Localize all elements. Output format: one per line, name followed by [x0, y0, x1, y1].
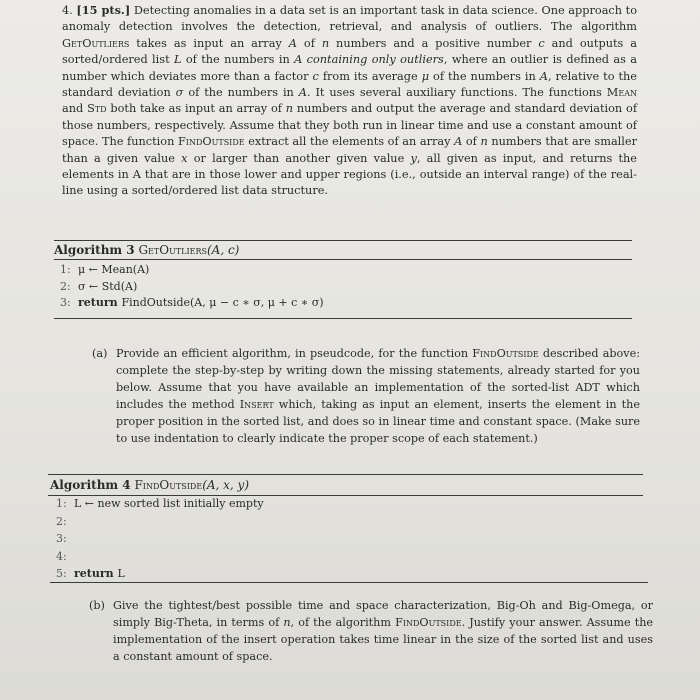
line-code: FindOutside(A, μ − c ∗ σ, μ + c ∗ σ)	[121, 296, 324, 309]
math-symbol: containing only outliers	[306, 53, 444, 67]
text-run: and outputs a sorted/ordered list	[62, 36, 637, 67]
text-run: numbers and output the average and standard deviation of those numbers, respectively. Assume that they both run in linear time and use a constant amount of space. The function	[62, 102, 637, 149]
text-run: numbers and a positive number	[329, 36, 539, 50]
line-number: 2:	[60, 279, 71, 293]
text-run: of	[296, 36, 322, 50]
math-symbol: σ	[175, 86, 184, 100]
algorithm4-name: FindOutside	[134, 478, 203, 492]
math-symbol: A	[539, 69, 548, 83]
line-number: 4:	[56, 549, 67, 563]
text-run: Provide an efficient algorithm, in pseudcode, for the function	[116, 347, 473, 360]
algorithm3-bottom-rule	[54, 318, 632, 319]
function-name: GetOutliers	[62, 36, 130, 50]
keyword: return	[74, 567, 118, 580]
algorithm3-label: Algorithm 3	[54, 243, 135, 257]
algorithm4-title	[50, 478, 249, 492]
math-symbol: n	[285, 102, 294, 116]
part-b-label: (b)	[89, 599, 105, 612]
math-symbol: A	[288, 36, 297, 50]
math-symbol: c	[538, 36, 545, 50]
text-run: of the numbers in	[183, 86, 299, 100]
algorithm-line	[60, 280, 137, 293]
algorithm4-args: (A, x, y)	[202, 478, 250, 492]
text-run: Give the tightest/best possible time and space characterization, Big-Oh and Big-Omega, or simply Big-Theta, in terms of	[113, 599, 653, 629]
algorithm-line	[56, 550, 74, 563]
function-name: Mean	[606, 86, 637, 100]
keyword: return	[78, 296, 122, 309]
text-run: , where an outlier is defined as a number which deviates more than a factor	[62, 53, 637, 83]
function-name: FindOutside	[395, 615, 462, 629]
math-symbol: y	[410, 151, 417, 165]
algorithm3-args: (A, c)	[206, 243, 240, 257]
math-symbol: c	[312, 69, 319, 83]
line-number: 3:	[56, 532, 67, 545]
algorithm-line	[60, 296, 324, 309]
part-b-text	[113, 599, 653, 663]
text-run: which, taking as input an element, inserts the element in the proper position in the sorted list, and does so in linear time and constant space. (Make sure to use indentation to clearly indicate the proper scope of each statement.)	[116, 397, 640, 445]
line-number: 3:	[60, 296, 71, 309]
algorithm-line	[56, 497, 264, 510]
math-symbol: μ	[421, 69, 430, 83]
math-symbol: n	[480, 135, 488, 149]
line-number: 1:	[56, 497, 67, 510]
function-name: FindOutside	[177, 135, 245, 149]
line-code: σ ← Std(A)	[78, 279, 138, 293]
problem-points: [15 pts.]	[76, 3, 131, 17]
function-name: FindOutside	[472, 347, 539, 360]
algorithm4-top-rule	[48, 474, 643, 475]
math-symbol: L	[174, 53, 182, 67]
text-run: both take as input an array of	[106, 102, 286, 116]
math-symbol: A	[294, 53, 303, 67]
text-run: . It uses several auxiliary functions. The functions	[306, 86, 607, 100]
part-a-text	[116, 347, 640, 445]
function-name: Std	[87, 102, 107, 116]
algorithm3-top-rule	[54, 240, 632, 241]
algorithm-line	[56, 515, 74, 528]
text-run: of the numbers in	[429, 69, 540, 83]
math-symbol: A	[298, 86, 307, 100]
math-symbol: n	[283, 615, 291, 629]
text-run: . Justify your answer. Assume the implementation of the insert operation takes time linear in the size of the sorted list and uses a constant amount of space.	[113, 615, 654, 663]
line-number: 2:	[56, 514, 67, 528]
text-run: or larger than another given value	[187, 151, 411, 165]
text-run: numbers that are smaller than a given value	[62, 135, 637, 165]
math-symbol: x	[181, 151, 188, 165]
algorithm4-label: Algorithm 4	[50, 478, 131, 492]
text-run: extract all the elements of an array	[244, 135, 455, 149]
line-code: L ← new sorted list initially empty	[74, 497, 264, 510]
math-symbol: A	[454, 135, 463, 149]
problem-4-statement	[62, 2, 637, 200]
text-run: and	[62, 102, 88, 116]
line-code: L	[117, 567, 125, 580]
text-run: , relative to the standard deviation	[62, 69, 637, 100]
text-run: , of the algorithm	[290, 615, 396, 629]
algorithm3-name: GetOutliers	[138, 243, 207, 257]
algorithm-line	[56, 532, 74, 545]
text-run: of	[462, 135, 481, 149]
function-name: Insert	[239, 397, 274, 411]
algorithm4-header-rule	[48, 495, 643, 496]
part-b-question	[89, 598, 654, 666]
problem-text	[62, 4, 637, 197]
text-run: of the numbers in	[181, 53, 295, 67]
line-number: 1:	[60, 263, 71, 276]
algorithm-line	[56, 567, 125, 580]
text-run: described above: complete the step-by-step by writing down the missing statements, already started for you below. Assume that you have available an implementation of the sorted-list ADT which includes the method	[116, 347, 640, 411]
part-a-label: (a)	[92, 347, 108, 360]
text-run: , all given as input, and returns the elements in A that are in those lower and upper regions (i.e., outside an interval range) of the real-line using a sorted/ordered list data structure.	[62, 151, 637, 198]
text-run: takes as input an array	[129, 36, 289, 50]
algorithm-line	[60, 263, 149, 276]
part-a-question	[92, 346, 640, 447]
text-run: Detecting anomalies in a data set is an important task in data science. One approach to anomaly detection involves the detection, retrieval, and analysis of outliers. The algorithm	[62, 4, 638, 34]
algorithm3-header-rule	[54, 259, 632, 260]
line-number: 5:	[56, 567, 67, 580]
problem-number: 4.	[62, 4, 73, 17]
algorithm4-bottom-rule	[50, 582, 648, 583]
text-run: from its average	[318, 69, 422, 83]
math-symbol: n	[321, 36, 330, 50]
algorithm3-title	[54, 243, 239, 257]
line-code: μ ← Mean(A)	[78, 263, 150, 276]
